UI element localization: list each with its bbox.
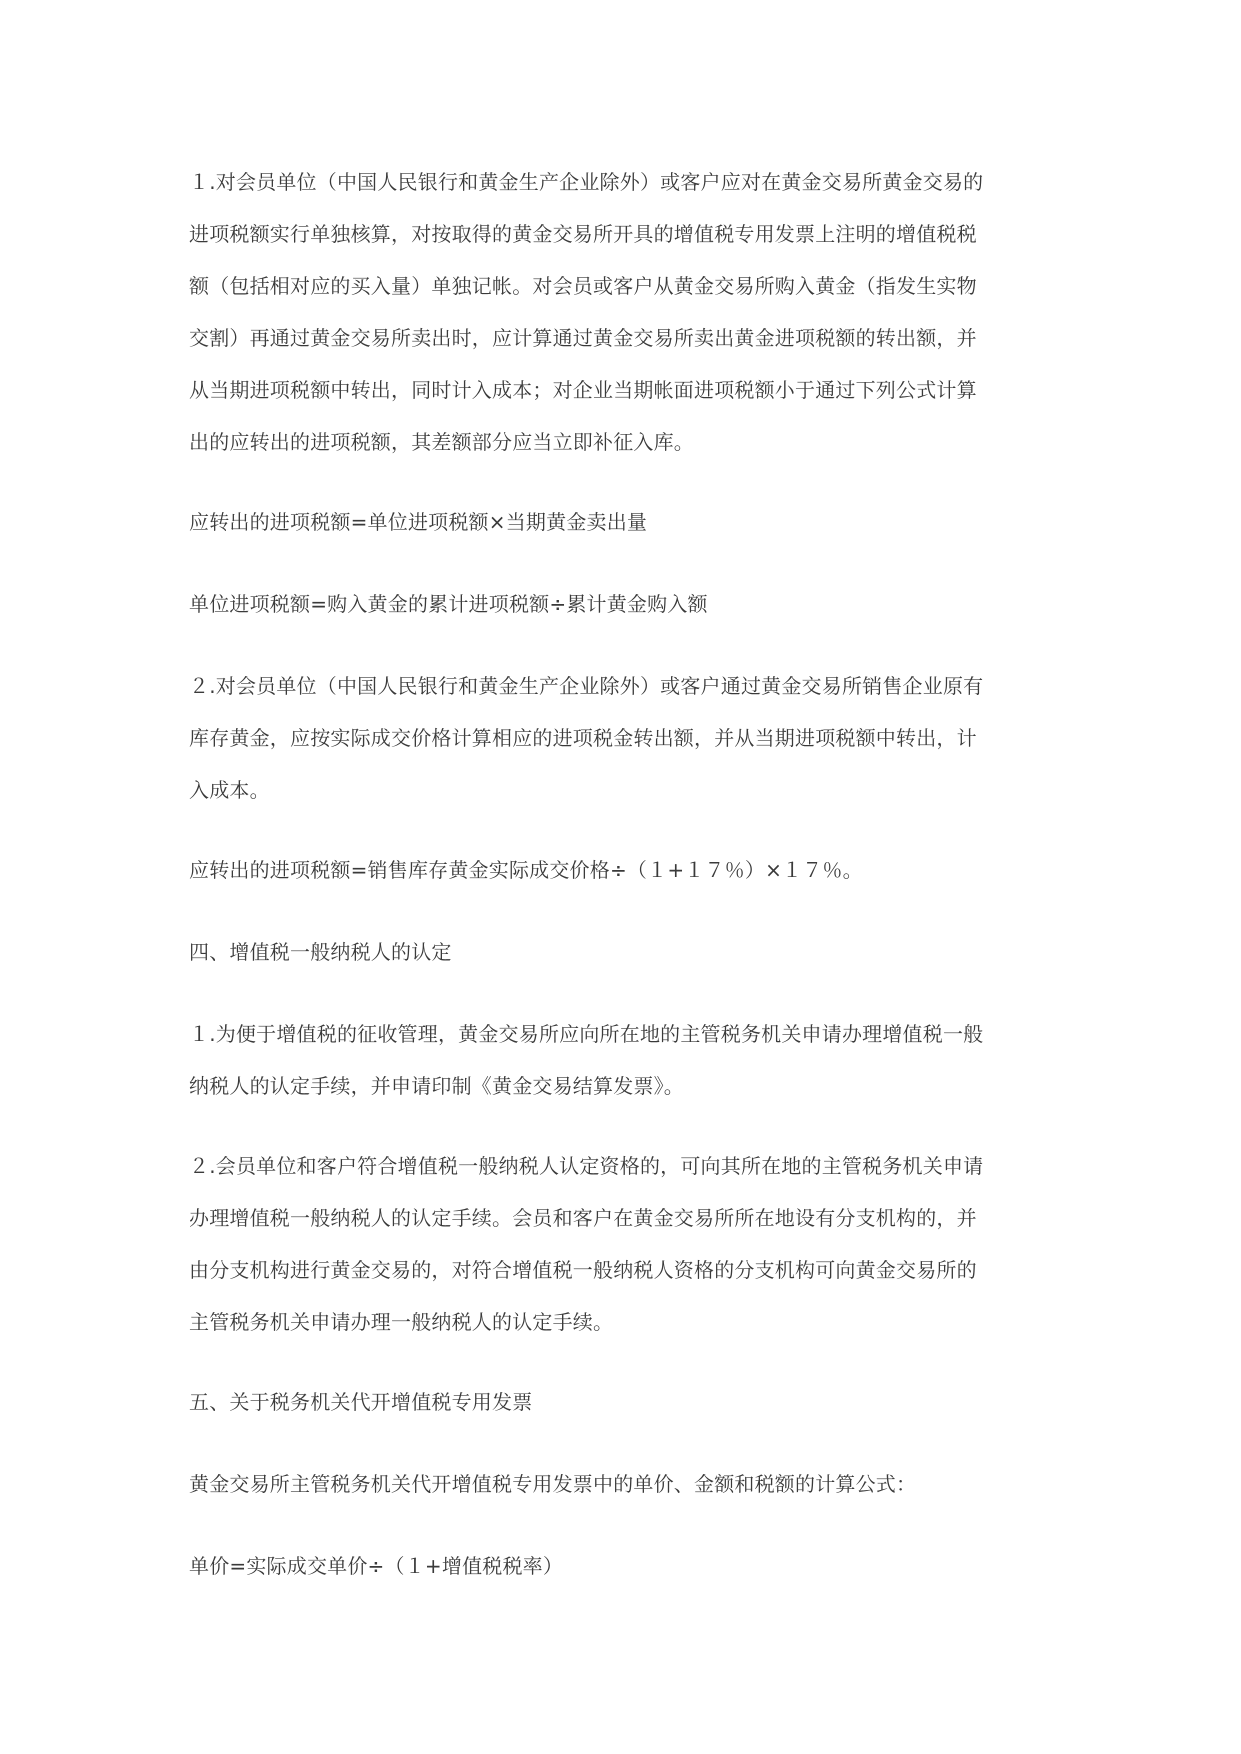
text-line: 从当期进项税额中转出，同时计入成本；对企业当期帐面进项税额小于通过下列公式计算 xyxy=(189,378,977,402)
document-body xyxy=(189,156,1059,1622)
text-line: ２.会员单位和客户符合增值税一般纳税人认定资格的，可向其所在地的主管税务机关申请 xyxy=(189,1154,984,1178)
formula-transfer-out-amount: 应转出的进项税额=单位进项税额×当期黄金卖出量 xyxy=(189,510,648,534)
text-line: １.为便于增值税的征收管理，黄金交易所应向所在地的主管税务机关申请办理增值税一般 xyxy=(189,1022,984,1046)
text-line: 纳税人的认定手续，并申请印制《黄金交易结算发票》。 xyxy=(189,1074,684,1098)
paragraph-invoice-formula-intro: 黄金交易所主管税务机关代开增值税专用发票中的单价、金额和税额的计算公式： xyxy=(189,1472,917,1496)
paragraph-exchange-taxpayer-registration xyxy=(189,1008,1059,1112)
section-heading-5: 五、关于税务机关代开增值税专用发票 xyxy=(189,1390,533,1414)
formula-inventory-transfer-out: 应转出的进项税额=销售库存黄金实际成交价格÷（１+１７％）×１７％。 xyxy=(189,858,863,882)
paragraph-member-taxpayer-registration xyxy=(189,1140,1059,1348)
text-line: 办理增值税一般纳税人的认定手续。会员和客户在黄金交易所所在地设有分支机构的，并 xyxy=(189,1206,977,1230)
text-line: １.对会员单位（中国人民银行和黄金生产企业除外）或客户应对在黄金交易所黄金交易的 xyxy=(189,170,984,194)
text-line: 入成本。 xyxy=(189,778,270,802)
text-line: ２.对会员单位（中国人民银行和黄金生产企业除外）或客户通过黄金交易所销售企业原有 xyxy=(189,674,984,698)
text-line: 库存黄金，应按实际成交价格计算相应的进项税金转出额，并从当期进项税额中转出，计 xyxy=(189,726,977,750)
text-line: 出的应转出的进项税额，其差额部分应当立即补征入库。 xyxy=(189,430,694,454)
formula-unit-input-tax: 单位进项税额=购入黄金的累计进项税额÷累计黄金购入额 xyxy=(189,592,708,616)
formula-unit-price: 单价=实际成交单价÷（１+增值税税率） xyxy=(189,1554,564,1578)
text-line: 交割）再通过黄金交易所卖出时，应计算通过黄金交易所卖出黄金进项税额的转出额，并 xyxy=(189,326,977,350)
text-line: 额（包括相对应的买入量）单独记帐。对会员或客户从黄金交易所购入黄金（指发生实物 xyxy=(189,274,977,298)
text-line: 进项税额实行单独核算，对按取得的黄金交易所开具的增值税专用发票上注明的增值税税 xyxy=(189,222,977,246)
paragraph-inventory-gold-sale xyxy=(189,660,1059,816)
paragraph-input-tax-accounting xyxy=(189,156,1059,468)
text-line: 由分支机构进行黄金交易的，对符合增值税一般纳税人资格的分支机构可向黄金交易所的 xyxy=(189,1258,977,1282)
section-heading-4: 四、增值税一般纳税人的认定 xyxy=(189,940,452,964)
text-line: 主管税务机关申请办理一般纳税人的认定手续。 xyxy=(189,1310,614,1334)
